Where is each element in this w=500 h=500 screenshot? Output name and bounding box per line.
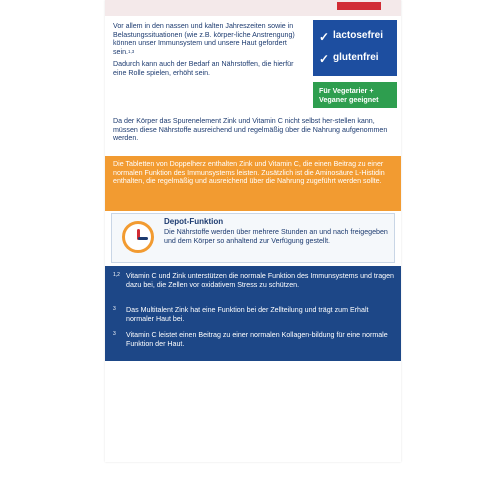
checkmark-icon: ✓ (319, 52, 330, 66)
intro-text (113, 22, 305, 82)
package-back-panel (105, 0, 401, 462)
intro-paragraph-2: Dadurch kann auch der Bedarf an Nährstoffen, die hierfür eine Rolle spielen, erhöht sein. (113, 60, 294, 77)
claim-text: Vitamin C leistet einen Beitrag zu einer normalen Kollagen-bildung für eine normale Funktion der Haut. (126, 331, 388, 348)
checkmark-icon: ✓ (319, 30, 330, 44)
claim-footnote: 3 (113, 306, 116, 312)
depot-function-box (111, 213, 395, 263)
top-brand-strip (105, 0, 401, 16)
brand-logo-fragment (337, 2, 381, 10)
claim-footnote: 1,2 (113, 272, 120, 278)
claim-text: Vitamin C und Zink unterstützen die normale Funktion des Immunsystems und tragen dazu bei, die Zellen vor oxidativem Stress zu schützen. (126, 272, 394, 289)
depot-text: Die Nährstoffe werden über mehrere Stunden an und nach freigegeben und dem Körper so anhaltend zur Verfügung gestellt. (164, 228, 388, 245)
depot-title: Depot-Funktion (164, 217, 224, 226)
intro-paragraph-3: Da der Körper das Spurenelement Zink und Vitamin C nicht selbst her-stellen kann, müssen diese Nährstoffe ausreichend und regelmäßig über die Nahrung aufgenommen werden. (113, 117, 388, 143)
vegan-badge-line-2: Veganer geeignet (319, 95, 379, 104)
blank-bottom-panel (105, 361, 401, 462)
orange-info-box (105, 156, 401, 211)
footnote-sup: 1,3 (127, 48, 135, 54)
claim-footnote: 3 (113, 331, 116, 337)
vegan-badge (313, 82, 397, 108)
orange-info-text: Die Tabletten von Doppelherz enthalten Zink und Vitamin C, die einen Beitrag zu einer normalen Funktion des Immunsystems leisten. Zusätzlich ist die Aminosäure L-Histidin enthalten, die regelmäßig und ausreichend über die Nahrung zugeführt werden sollte. (113, 160, 385, 186)
claim-text: Das Multitalent Zink hat eine Funktion bei der Zellteilung und trägt zum Erhalt normaler Haut bei. (126, 306, 369, 323)
vegan-badge-line-1: Für Vegetarier + (319, 86, 374, 95)
lactose-free-label: lactosefrei (333, 30, 384, 41)
clock-icon (122, 221, 154, 253)
claims-box (105, 266, 401, 361)
intro-paragraph-1: Vor allem in den nassen und kalten Jahreszeiten sowie in Belastungssituationen (wie z.B. körper-liche Anstrengung) können unser Immunsystem und unsere Haut gefordert sein.$^{1,3}$ (113, 22, 295, 56)
gluten-free-label: glutenfrei (333, 52, 379, 63)
diet-badge (313, 20, 397, 76)
